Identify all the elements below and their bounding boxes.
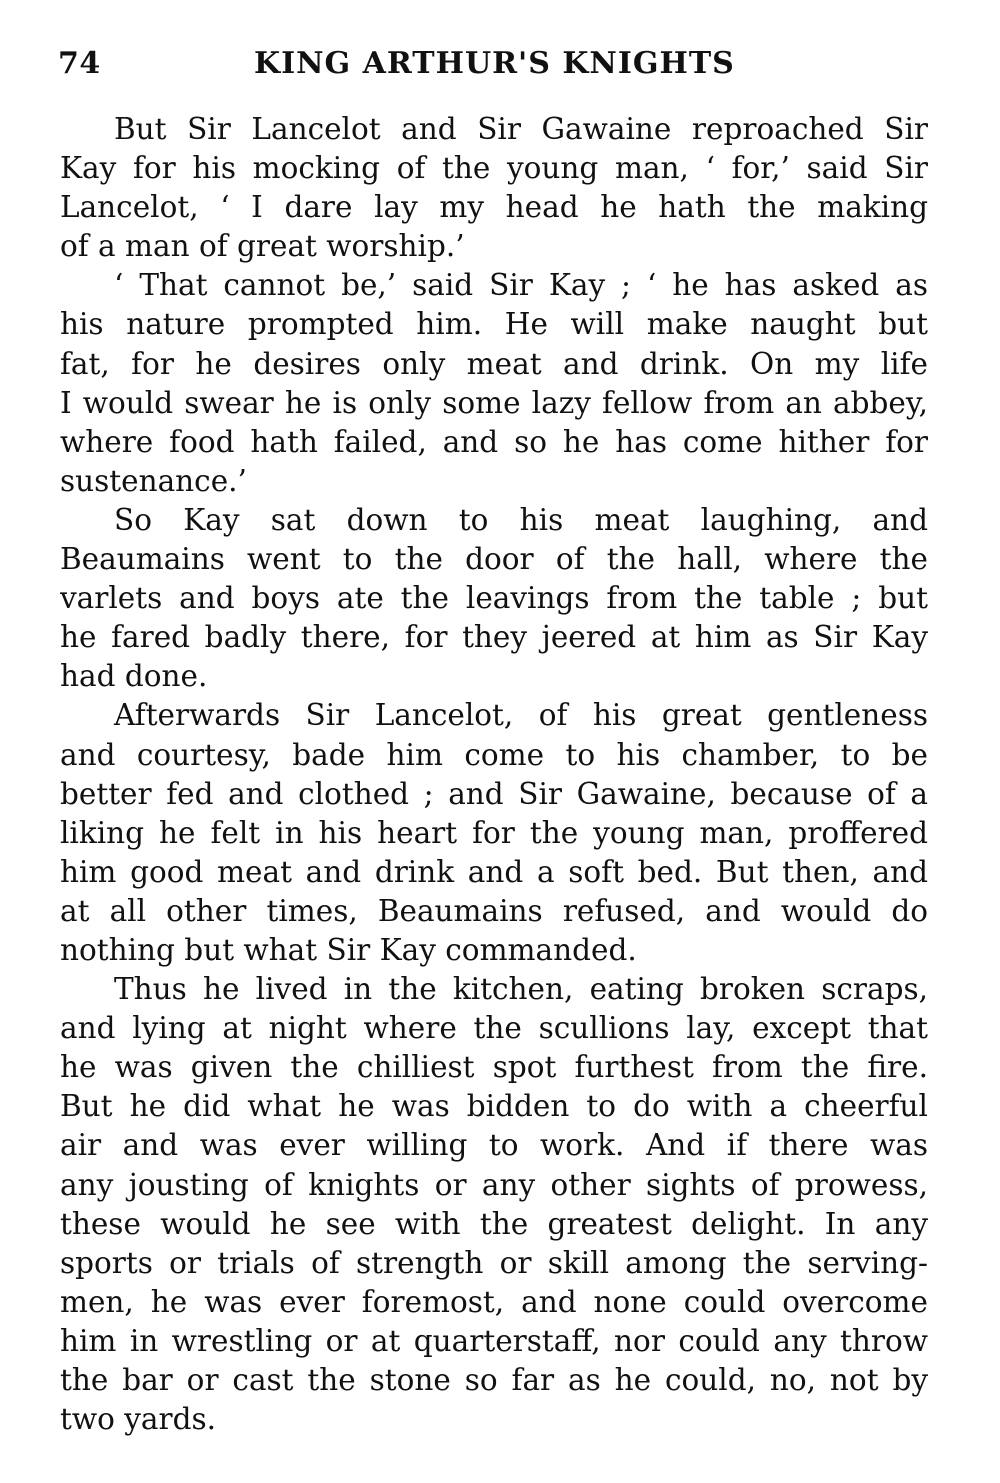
- running-head: KING ARTHUR'S KNIGHTS: [254, 46, 735, 81]
- text-line: But he did what he was bidden to do with a cheerful: [60, 1089, 928, 1124]
- text-line: varlets and boys ate the leavings from the table ; but: [60, 581, 928, 616]
- text-line: sports or trials of strength or skill among the serving-: [60, 1245, 928, 1280]
- text-line: the bar or cast the stone so far as he could, no, not by: [60, 1363, 928, 1397]
- text-line: fat, for he desires only meat and drink. On my life: [60, 346, 928, 381]
- text-line: he fared badly there, for they jeered at him as Sir Kay: [60, 620, 928, 655]
- text-line: air and was ever willing to work. And if there was: [60, 1128, 928, 1163]
- text-line: ‘ That cannot be,’ said Sir Kay ; ‘ he has asked as: [114, 268, 928, 303]
- text-line: better fed and clothed ; and Sir Gawaine, because of a: [60, 776, 928, 811]
- text-line: Kay for his mocking of the young man, ‘ for,’ said Sir: [60, 151, 928, 186]
- text-line: these would he see with the greatest delight. In any: [60, 1206, 928, 1241]
- text-line: Thus he lived in the kitchen, eating broken scraps,: [114, 972, 928, 1007]
- text-line: nothing but what Sir Kay commanded.: [60, 932, 637, 967]
- text-line: So Kay sat down to his meat laughing, and: [114, 502, 928, 537]
- text-line: I would swear he is only some lazy fellow from an abbey,: [60, 385, 928, 420]
- text-line: of a man of great worship.’: [60, 229, 465, 264]
- text-line: him good meat and drink and a soft bed. But then, and: [60, 854, 928, 889]
- text-line: two yards.: [60, 1402, 216, 1437]
- text-line: Afterwards Sir Lancelot, of his great gentleness: [114, 698, 928, 733]
- text-line: Lancelot, ‘ I dare lay my head he hath the making: [60, 190, 928, 225]
- text-line: any jousting of knights or any other sights of prowess,: [60, 1167, 928, 1202]
- text-line: men, he was ever foremost, and none could overcome: [60, 1284, 928, 1319]
- text-line: at all other times, Beaumains refused, and would do: [60, 893, 928, 928]
- text-line: had done.: [60, 659, 208, 694]
- page-header: [58, 46, 918, 86]
- body-text: [60, 110, 928, 1439]
- text-line: liking he felt in his heart for the young man, proffered: [60, 815, 928, 850]
- text-line: he was given the chilliest spot furthest from the fire.: [60, 1050, 928, 1085]
- text-line: his nature prompted him. He will make naught but: [60, 307, 928, 342]
- text-line: and courtesy, bade him come to his chamber, to be: [60, 737, 928, 772]
- text-line: where food hath failed, and so he has come hither for: [60, 424, 928, 459]
- text-line: him in wrestling or at quarterstaff, nor could any throw: [60, 1323, 928, 1358]
- text-line: sustenance.’: [60, 463, 247, 498]
- text-line: But Sir Lancelot and Sir Gawaine reproached Sir: [114, 112, 928, 146]
- text-line: Beaumains went to the door of the hall, where the: [60, 542, 928, 577]
- text-line: and lying at night where the scullions lay, except that: [60, 1011, 928, 1046]
- page-number: 74: [58, 46, 101, 81]
